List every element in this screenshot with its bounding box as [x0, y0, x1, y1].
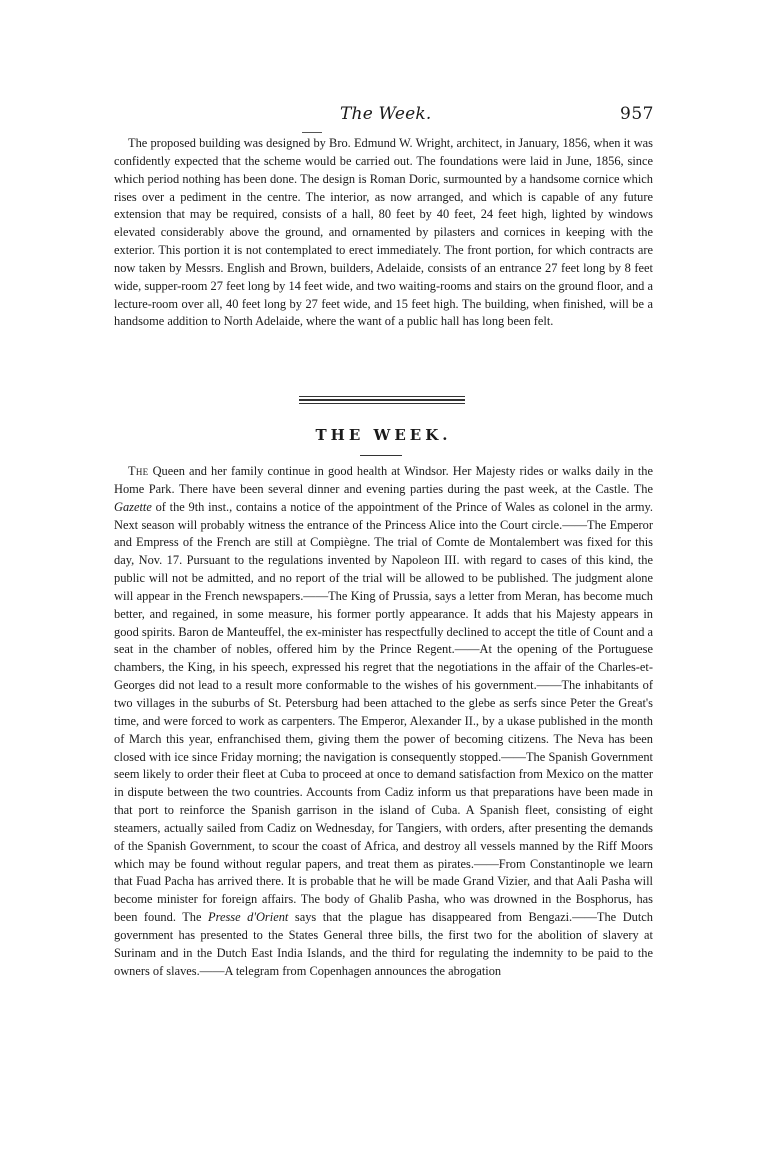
news-text: says that the plague has disappeared from Bengazi.——The Dutch government has presented to the States General three bills, the first two for the abolition of slavery at Surinam and in the Dutch East India Islands, and the third for regulating the indemnity to be paid to the owners of slaves.——A telegram from Copenhagen announces the abrogation: [114, 910, 653, 978]
article-paragraph: The proposed building was designed by Bro. Edmund W. Wright, architect, in January, 1856, when it was confidently expected that the scheme would be carried out. The foundations were laid in June, 1856, since which period nothing has been done. The design is Roman Doric, surmounted by a handsome cornice which rises over a pediment in the centre. The interior, as now arranged, and which is capable of any future extension that may be required, consists of a hall, 80 feet by 40 feet, 24 feet high, lighted by windows elevated considerably above the ground, and ornamented by pilasters and cornices in keeping with the exterior. This portion it is not contemplated to erect immediately. The front portion, for which contracts are now taken by Messrs. English and Brown, builders, Adelaide, consists of an entrance 27 feet long by 8 feet wide, supper-room 27 feet long by 14 feet wide, and two waiting-rooms and stairs on the ground floor, and a lecture-room over all, 40 feet long by 27 feet wide, and 15 feet high. The building, when finished, will be a handsome addition to North Adelaide, where the want of a public hall has long been felt.: [114, 136, 653, 329]
news-text: of the 9th inst., contains a notice of the appointment of the Prince of Wales as colonel in the army. Next season will probably witness the entrance of the Princess Alice into the Court circle.——The Emperor and Empress of the French are still at Compiègne. The trial of Comte de Montalembert was fixed for this day, Nov. 17. Pursuant to the regulations invented by Napoleon III. with regard to cases of this kind, the public will not be admitted, and no report of the trial will be allowed to be published. The judgment alone will appear in the French newspapers.——The King of Prussia, says a letter from Meran, has become much better, and regained, in some measure, his former portly appearance. It adds that his Majesty appears in good spirits. Baron de Manteuffel, the ex-minister has respectfully declined to accept the title of Count and a seat in the chamber of nobles, offered him by the Prince Regent.——At the opening of the Portuguese chambers, the King, in his speech, expressed his regret that the negotiations in the affair of the Charles-et-Georges did not lead to a result more conformable to the wishes of his government.——The inhabitants of two villages in the suburbs of St. Petersburg had been attached to the glebe as serfs since Peter the Great's time, and were forced to work as carpenters. The Emperor, Alexander II., by a ukase published in the month of March this year, enfranchised them, giving them the power of becoming citizens. The Neva has been closed with ice since Friday morning; the navigation is consequently stopped.——The Spanish Government seem likely to order their fleet at Cuba to proceed at once to demand satisfaction from Mexico on the matter in dispute between the two countries. Accounts from Cadiz inform us that preparations have been made in that port to reinforce the Spanish garrison in the island of Cuba. A Spanish fleet, consisting of eight steamers, actually sailed from Cadiz on Wednesday, for Tangiers, with orders, after presenting the demands of the Spanish Government, to scour the coast of Africa, and destroy all vessels manned by the Riff Moors which may be found without regular papers, and treat them as pirates.——From Constantinople we learn that Fuad Pacha has arrived there. It is probable that he will be made Grand Vizier, and that Aali Pasha will become minister for foreign affairs. The body of Ghalib Pasha, who was drowned in the Bosphorus, has been found. The: [114, 499, 653, 925]
news-text: Queen and her family continue in good health at Windsor. Her Majesty rides or walks daily in the Home Park. There have been several dinner and evening parties during the past week, at the Castle. The: [114, 464, 653, 496]
section-divider: [299, 395, 465, 405]
publication-name: Presse d'Orient: [208, 910, 289, 925]
week-news-paragraph: [114, 463, 653, 980]
publication-name: Gazette: [114, 499, 152, 514]
top-rule: [302, 132, 322, 133]
running-head: [112, 104, 654, 126]
title-underline: [360, 455, 402, 456]
section-title: THE WEEK.: [315, 426, 452, 444]
page-number: 957: [620, 104, 654, 124]
drop-word: The: [128, 464, 149, 478]
running-title: The Week.: [340, 104, 432, 124]
